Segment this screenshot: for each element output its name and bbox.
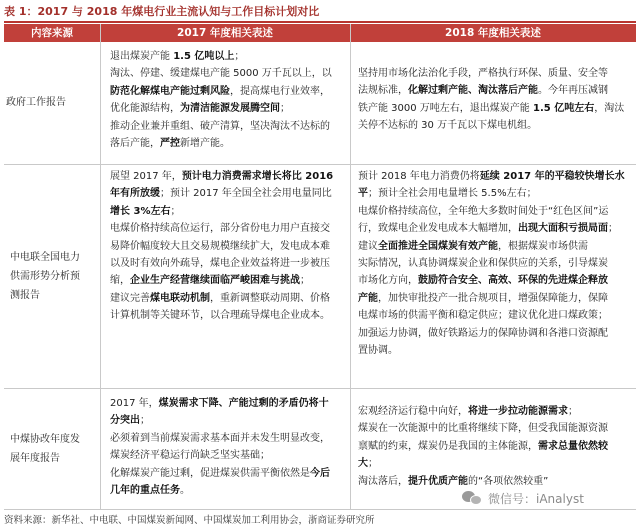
text-line: [110, 465, 346, 482]
text-line: [358, 220, 636, 237]
text-line: [358, 420, 636, 437]
row-2017-text: [110, 165, 346, 325]
row-2018-text: [358, 165, 636, 359]
bold-text: 化解过剩产能、淘汰落后产能: [408, 85, 538, 97]
table-row: [4, 42, 636, 165]
text-line: [358, 203, 636, 220]
bold-text: 延续 2017 年的平稳较快增长水: [479, 171, 625, 182]
text-run: 电煤市场的供需平衡和稳定供应；建议优化进口煤政策；: [358, 310, 608, 322]
bold-text: 预计电力消费需求增长将比 2016: [181, 171, 334, 182]
bold-text: 产能: [358, 292, 378, 304]
text-line: [110, 447, 346, 464]
text-run: 化解煤炭产能过剩，促进煤炭供需平衡依然是: [110, 467, 310, 479]
bold-text: 平: [358, 188, 368, 200]
text-line: [110, 100, 346, 117]
text-run: ；: [368, 458, 378, 470]
text-run: ；预计 2017 年全国全社会用电量同比: [160, 188, 332, 200]
bold-text: 企业生产经营继续面临严峻困难与挑战: [130, 275, 300, 287]
text-run: 易降价幅度较大且交易规模继续扩大，发电成本难: [110, 240, 330, 252]
text-line: [358, 325, 636, 342]
row-2018-text: [358, 389, 636, 490]
text-line: [358, 65, 636, 82]
text-run: 引导煤炭: [568, 258, 608, 270]
text-run: 行，致煤电企业发电成本大幅增加，: [358, 223, 518, 235]
text-run: 缩，: [110, 275, 130, 287]
text-run: 坚决淘汰不达标的: [250, 120, 330, 132]
text-line: [358, 455, 636, 472]
text-run: 禀赋的约束，煤炭仍是我国的主体能源，: [358, 440, 538, 452]
row-source: 中煤协改年度发展年度报告: [10, 434, 80, 464]
text-line: [110, 395, 346, 412]
text-line: [110, 185, 346, 202]
row-source: 政府工作报告: [6, 97, 66, 109]
bold-text: 需求总量依然较: [538, 440, 608, 452]
text-run: 电煤价格持续高位运行，部分省份电力用户直接交: [110, 223, 330, 235]
text-run: 加强运力协调，做好铁路运力的保障协调和各港口资源配: [358, 327, 608, 339]
text-line: [358, 168, 636, 185]
bold-text: 今后: [310, 467, 330, 479]
bold-text: 年有所放缓: [110, 188, 160, 200]
text-line: [110, 118, 346, 135]
wechat-watermark: [462, 487, 632, 509]
text-run: 落后产能，: [110, 138, 160, 150]
text-run: 电煤价格持续高位，全年绝大多数时间处于“红色区间”运: [358, 205, 609, 217]
bold-text: 为清洁能源发展腾空间: [180, 103, 280, 115]
text-run: 以及时有效向外疏导，: [110, 258, 210, 270]
text-run: ；: [280, 103, 290, 115]
text-run: 。: [180, 485, 190, 497]
text-run: 宏观经济运行稳中向好，: [358, 406, 468, 417]
bold-text: 几年的重点任务: [110, 485, 180, 497]
text-line: [358, 342, 636, 359]
text-line: [110, 307, 346, 324]
text-run: 淘汰、停建、缓建煤电产能 5000 万千瓦以上，以: [110, 68, 332, 80]
text-run: 煤炭经济平稳运行尚缺乏坚实基础；: [110, 450, 270, 462]
text-line: [358, 438, 636, 455]
bold-text: 提升优质产能: [408, 475, 468, 487]
text-run: 必须着到当前煤炭需求基本面并未发生明显改变，: [110, 432, 330, 444]
text-line: [110, 83, 346, 100]
text-line: [358, 290, 636, 307]
text-line: [358, 238, 636, 255]
bold-text: 出现大面积亏损局面: [518, 223, 608, 235]
text-run: ，根据煤炭市场供需: [498, 240, 588, 252]
text-line: [358, 272, 636, 289]
bold-text: 大: [358, 458, 368, 470]
source-footnote: 资料来源：新华社、中电联、中国煤炭新闻网、中国煤炭加工利用协会，浙商证券研究所: [4, 515, 375, 526]
text-line: [110, 238, 346, 255]
text-line: [110, 135, 346, 152]
text-run: 推动企业兼并重组、破产清算，: [110, 120, 250, 132]
text-run: 展望 2017 年，: [110, 171, 182, 182]
title-divider: [4, 21, 636, 23]
table-header-row: [4, 24, 636, 42]
text-run: 的“各项依然较重”: [468, 475, 549, 487]
text-line: [358, 255, 636, 272]
text-run: ；: [568, 406, 578, 417]
table-row: [4, 165, 636, 389]
text-run: 优化能源结构，: [110, 103, 180, 115]
text-run: ，提高煤电行业效率，: [230, 85, 330, 97]
text-run: ，重新调整联动周期、价格: [210, 292, 330, 304]
column-divider: [100, 24, 101, 510]
text-line: [358, 100, 636, 117]
bold-text: 全面推进全国煤炭有效产能: [378, 240, 498, 252]
text-run: ；: [300, 275, 310, 287]
text-run: 煤炭在一次能源中的比重将继续下降，但受我国能源资源: [358, 423, 608, 435]
wechat-icon: [462, 489, 484, 507]
text-run: 预计 2018 年电力消费仍将: [358, 171, 480, 182]
text-line: [110, 482, 346, 499]
text-line: [110, 290, 346, 307]
text-run: 置协调。: [358, 345, 398, 357]
text-run: 建议: [358, 240, 378, 252]
text-run: 建议完善: [110, 292, 150, 304]
text-line: [110, 48, 346, 65]
bold-text: 严控: [160, 138, 180, 150]
table-title: 表 1：2017 与 2018 年煤电行业主流认知与工作目标计划对比: [4, 5, 320, 18]
bold-text: 分突出: [110, 415, 140, 427]
text-line: [110, 412, 346, 429]
text-run: 。今年再压减钢: [538, 85, 608, 97]
text-run: 淘汰落后，: [358, 475, 408, 487]
bold-text: 增长 3%左右: [110, 205, 171, 217]
text-run: 2017 年，: [110, 398, 159, 409]
bold-text: 将进一步拉动能源需求: [468, 406, 568, 417]
bold-text: 煤炭需求下降、产能过剩的矛盾仍将十: [158, 398, 329, 409]
text-run: 市场化方向，: [358, 275, 418, 287]
row-2017-text: [110, 389, 346, 499]
text-line: [110, 168, 346, 185]
bold-text: 鼓励符合安全、高效、环保的先进煤企释放: [418, 275, 608, 287]
bold-text: 1.5 亿吨以上: [173, 51, 235, 62]
header-2017: 2017 年度相关表述: [177, 27, 273, 39]
text-run: 法规标准，: [358, 85, 408, 97]
text-run: ；: [234, 51, 245, 62]
text-run: 铁产能 3000 万吨左右，退出煤炭产能: [358, 102, 533, 114]
text-run: ；预计全社会用电量增长 5.5%左右；: [368, 188, 537, 200]
text-run: ；: [140, 415, 150, 427]
text-line: [358, 82, 636, 99]
text-line: [358, 185, 636, 202]
text-run: 关停不达标的 30 万千瓦以下煤电机组。: [358, 120, 538, 132]
text-line: [110, 220, 346, 237]
text-line: [110, 65, 346, 82]
text-run: ，加快审批投产一批合规项目，增强保障能力，保障: [378, 292, 608, 304]
text-line: [110, 272, 346, 289]
column-divider: [350, 24, 351, 510]
text-run: ；: [608, 223, 618, 235]
bold-text: 1.5 亿吨左右: [533, 102, 595, 114]
text-line: [110, 430, 346, 447]
text-run: 计算机制等关键环节，以合理疏导煤电企业成本。: [110, 310, 330, 322]
text-run: ，淘汰: [594, 102, 625, 114]
text-run: ；: [170, 205, 181, 217]
bold-text: 防范化解煤电产能过剩风险: [110, 85, 230, 97]
text-line: [358, 117, 636, 134]
text-run: 煤电企业效益将进一步被压: [210, 258, 330, 270]
row-2018-text: [358, 42, 636, 135]
text-line: [358, 307, 636, 324]
header-source: 内容来源: [31, 27, 73, 39]
header-2018: 2018 年度相关表述: [445, 27, 541, 39]
text-run: 退出煤炭产能: [110, 51, 174, 62]
text-line: [358, 403, 636, 420]
row-2017-text: [110, 42, 346, 152]
text-line: [110, 255, 346, 272]
text-run: 新增产能。: [180, 138, 230, 150]
bold-text: 煤电联动机制: [150, 292, 210, 304]
text-run: 坚持用市场化法治化手段，严格执行环保、质量、安全等: [358, 68, 608, 79]
text-run: 实际情况，认真协调煤炭企业和保供应的关系，: [358, 258, 568, 270]
watermark-text: 微信号：iAnalyst: [488, 491, 584, 506]
row-source: 中电联全国电力供需形势分析预测报告: [10, 252, 80, 301]
text-line: [110, 203, 346, 220]
